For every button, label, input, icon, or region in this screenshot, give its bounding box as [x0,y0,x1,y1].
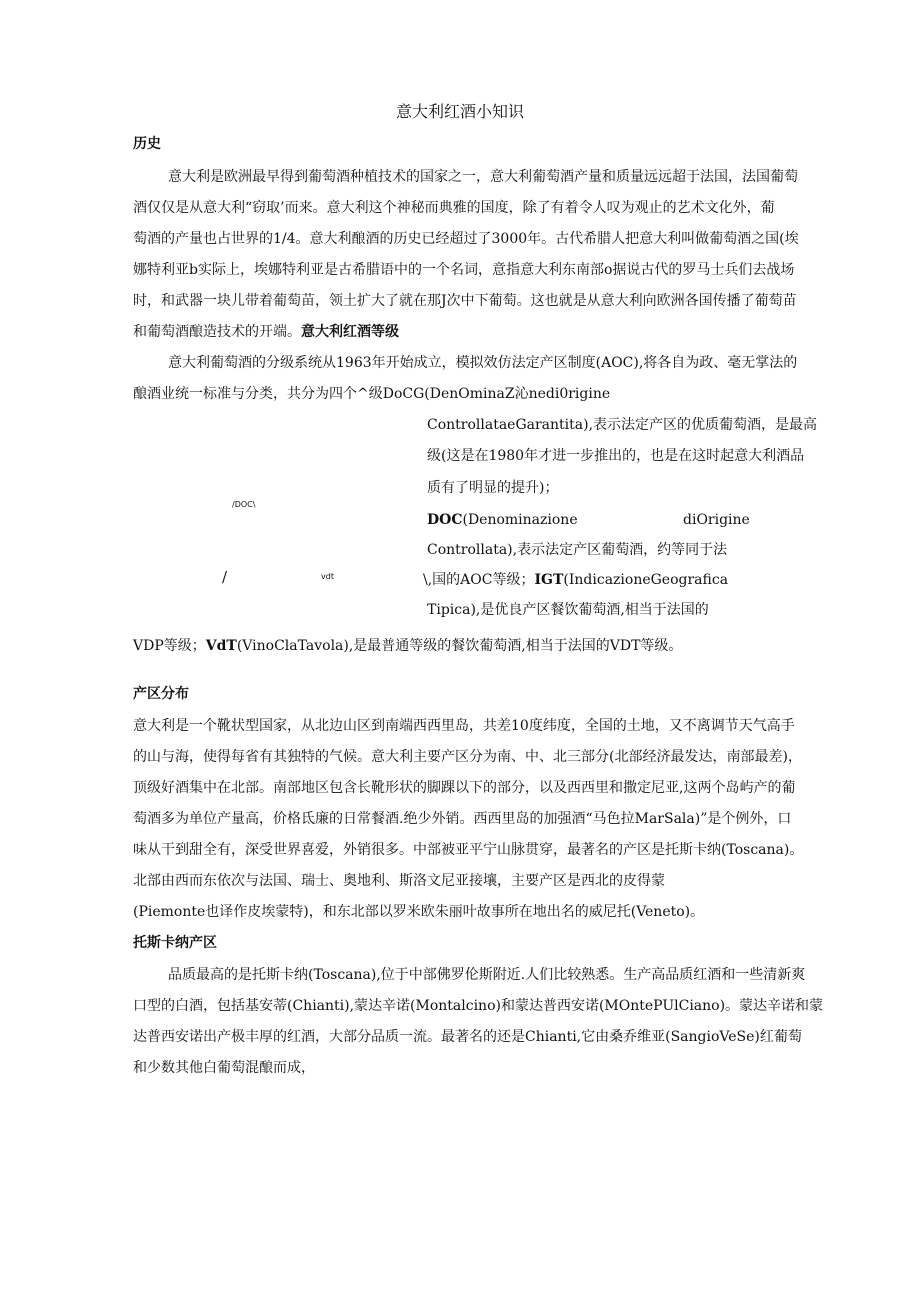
vdt-label: VdT [205,638,237,654]
regions-line-5: 味从干到甜全有，深受世界喜爱，外销很多。中部被亚平宁山脉贯穿，最著名的产区是托斯卡纳(Toscana)。 [133,842,804,858]
pyramid-doc-label: /DOC\ [232,500,256,509]
section-heading-grades: 意大利红酒等级 [301,324,399,340]
regions-line-3: 顶级好酒集中在北部。南部地区包含长靴形状的脚踝以下的部分，以及西西里和撒定尼亚,这两个岛屿产的葡 [133,780,796,796]
regions-line-6: 北部由西而东依次与法国、瑞士、奥地利、斯洛文尼亚接壤，主要产区是西北的皮得蒙 [133,873,665,889]
history-line-3: 萄酒的产量也占世界的1/4。意大利酿酒的历史已经超过了3000年。古代希腊人把意大利叫做葡萄酒之国(埃 [133,231,799,247]
grades-line-1: 意大利葡萄酒的分级系统从1963年开始成立，模拟效仿法定产区制度(AOC),将各自为政、毫无掌法的 [168,355,798,371]
history-line-6-text: 和葡萄酒酿造技术的开端。 [133,324,301,340]
grades-docg-line-3: 质有了明显的提升)； [427,480,559,496]
vdt-text: (VinoClaTavola),是最普通等级的餐饮葡萄酒,相当于法国的VDT等级。 [236,638,683,654]
tuscany-line-1: 品质最高的是托斯卡纳(Toscana),位于中部佛罗伦斯附近.人们比较熟悉。生产高品质红酒和一些清新爽 [168,967,806,983]
regions-line-1: 意大利是一个靴状型国家，从北边山区到南端西西里岛，共差10度纬度，全国的土地，又不离调节天气高手 [133,718,795,734]
section-heading-regions: 产区分布 [133,686,189,702]
doc-label: DOC [427,512,463,528]
doc-word-2: diOrigine [683,512,750,528]
history-line-4: 娜特利亚b实际上，埃娜特利亚是古希腊语中的一个名词，意指意大利东南部o据说古代的罗马士兵们去战场 [133,262,795,278]
history-line-6 [133,322,399,342]
regions-line-2: 的山与海，使得每省有其独特的气候。意大利主要产区分为南、中、北三部分(北部经济最发达，南部最差)， [133,749,802,765]
tuscany-line-3: 达普西安诺出产极丰厚的红酒，大部分品质一流。最著名的还是Chianti,它由桑乔维亚(SangioVeSe)红葡萄 [133,1029,802,1045]
grades-vdt-line [133,636,682,656]
section-heading-tuscany: 托斯卡纳产区 [133,935,217,951]
pyramid-left-edge: / [222,568,228,586]
history-line-1: 意大利是欧洲最早得到葡萄酒种植技术的国家之一，意大利葡萄酒产量和质量远远超于法国，法国葡萄 [168,169,798,185]
grades-doc-line [427,510,578,530]
regions-line-4: 萄酒多为单位产量高，价格氐廉的日常餐酒.绝少外销。西西里岛的加强酒“马色拉MarSala)”是个例外，口 [133,811,792,827]
tuscany-line-2: 口型的白酒，包括基安蒂(Chianti),蒙达辛诺(Montalcino)和蒙达普西安诺(MOntePUlCiano)。蒙达辛诺和蒙 [133,998,824,1014]
tuscany-line-4: 和少数其他白葡萄混酿而成， [133,1060,315,1076]
vdt-prefix: VDP等级； [133,638,206,654]
grades-doc-line-2: Controllata),表示法定产区葡萄酒，约等同于法 [427,542,728,558]
igt-text: (IndicazioneGeografica [563,572,729,588]
igt-prefix: \,国的AOC等级； [423,572,535,588]
grades-tipica-line: Tipica),是优良产区餐饮葡萄酒,相当于法国的 [427,602,709,618]
grades-igt-line [423,570,728,590]
grades-docg-line-1: ControllataeGarantita),表示法定产区的优质葡萄酒，是最高 [427,417,818,433]
page-title: 意大利红酒小知识 [395,102,524,121]
doc-word-1: (Denominazione [462,512,578,528]
history-line-5: 时，和武器一块儿带着葡萄苗，领土扩大了就在那J次中下葡萄。这也就是从意大利向欧洲各国传播了葡萄苗 [133,293,797,309]
grades-docg-line-2: 级(这是在1980年才进一步推出的，也是在这时起意大利酒品 [427,448,805,464]
pyramid-vdt-label: vdt [321,572,334,581]
grades-line-2: 酿酒业统一标准与分类，共分为四个^级DoCG(DenOminaZ沁nedi0rigine [133,386,611,402]
section-heading-history: 历史 [133,136,161,152]
regions-line-7: (Piemonte也译作皮埃蒙特)，和东北部以罗米欧朱丽叶故事所在地出名的威尼托(Veneto)。 [133,904,705,920]
history-line-2: 酒仅仅是从意大利“窃取’而来。意大利这个神秘而典雅的国度，除了有着令人叹为观止的艺术文化外，葡 [133,200,775,216]
igt-label: IGT [534,572,564,588]
